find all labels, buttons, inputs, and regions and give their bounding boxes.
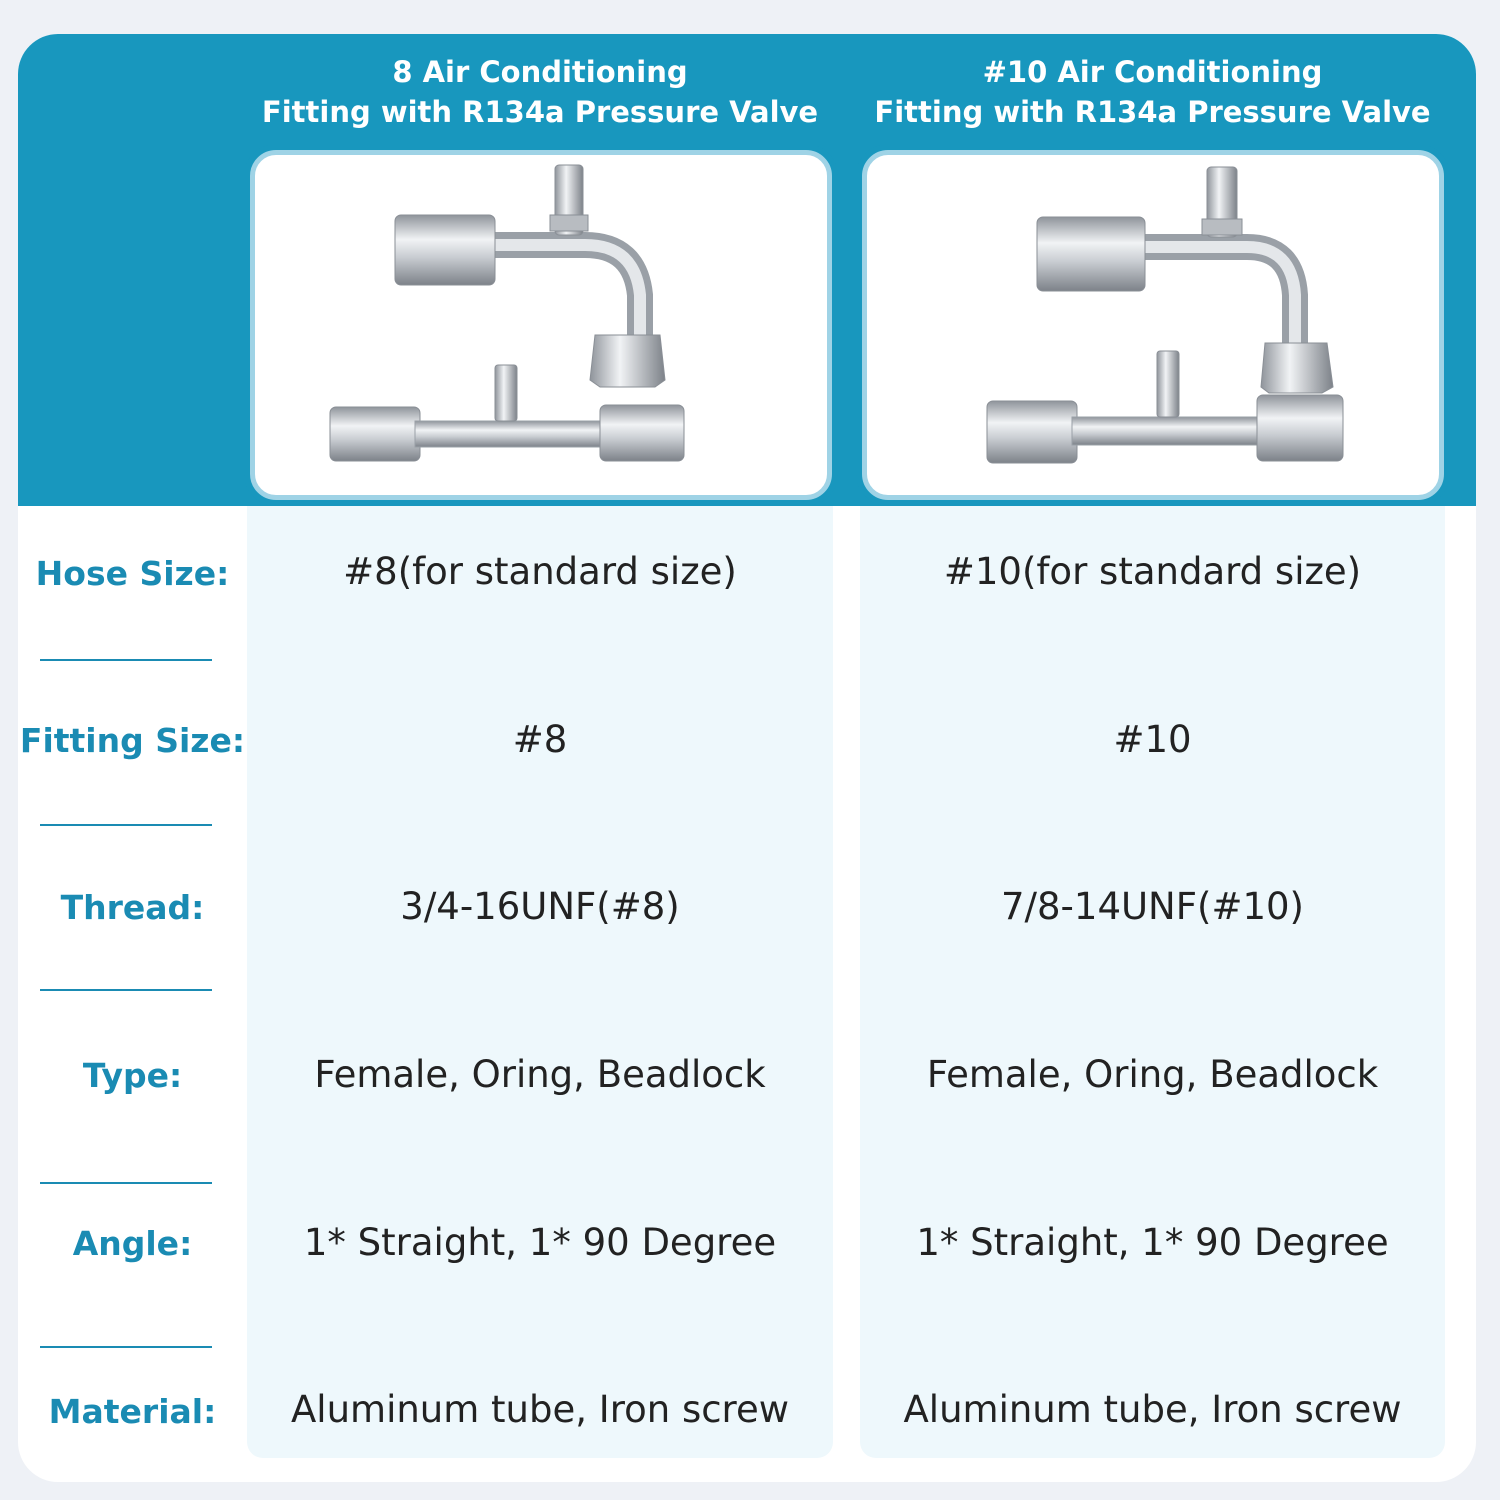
value-type-2: Female, Oring, Beadlock <box>926 1053 1379 1096</box>
column-title-1-line2: Fitting with R134a Pressure Valve <box>261 95 819 129</box>
column-title-1-line1: 8 Air Conditioning <box>392 55 688 89</box>
row-separator <box>40 824 212 826</box>
value-fitting-size-1: #8 <box>512 718 568 761</box>
label-fitting-size: Fitting Size: <box>19 721 246 760</box>
product-image-frame-1 <box>250 150 832 500</box>
value-type-1: Female, Oring, Beadlock <box>314 1053 766 1096</box>
column-title-1 <box>247 52 833 132</box>
value-angle-1: 1* Straight, 1* 90 Degree <box>303 1221 777 1264</box>
column-background-1 <box>247 506 833 1458</box>
value-material-2: Aluminum tube, Iron screw <box>903 1388 1402 1431</box>
row-separator <box>40 1346 212 1348</box>
label-hose-size: Hose Size: <box>35 554 230 593</box>
column-background-2 <box>860 506 1445 1458</box>
column-title-2-line1: #10 Air Conditioning <box>982 55 1323 89</box>
label-thread: Thread: <box>60 888 205 927</box>
value-angle-2: 1* Straight, 1* 90 Degree <box>916 1221 1389 1264</box>
label-angle: Angle: <box>72 1224 193 1263</box>
value-hose-size-2: #10(for standard size) <box>943 550 1362 593</box>
column-title-2 <box>860 52 1445 132</box>
row-separator <box>40 989 212 991</box>
row-separator <box>40 659 212 661</box>
label-type: Type: <box>82 1056 183 1095</box>
value-fitting-size-2: #10 <box>1113 718 1192 761</box>
value-thread-1: 3/4-16UNF(#8) <box>400 885 680 928</box>
fitting-10-image <box>867 155 1429 485</box>
value-hose-size-1: #8(for standard size) <box>343 550 737 593</box>
fitting-8-image <box>255 155 817 485</box>
label-material: Material: <box>48 1392 217 1431</box>
product-image-frame-2 <box>862 150 1444 500</box>
column-title-2-line2: Fitting with R134a Pressure Valve <box>874 95 1431 129</box>
value-material-1: Aluminum tube, Iron screw <box>290 1388 789 1431</box>
comparison-card <box>18 34 1476 1482</box>
value-thread-2: 7/8-14UNF(#10) <box>1001 885 1304 928</box>
row-separator <box>40 1182 212 1184</box>
